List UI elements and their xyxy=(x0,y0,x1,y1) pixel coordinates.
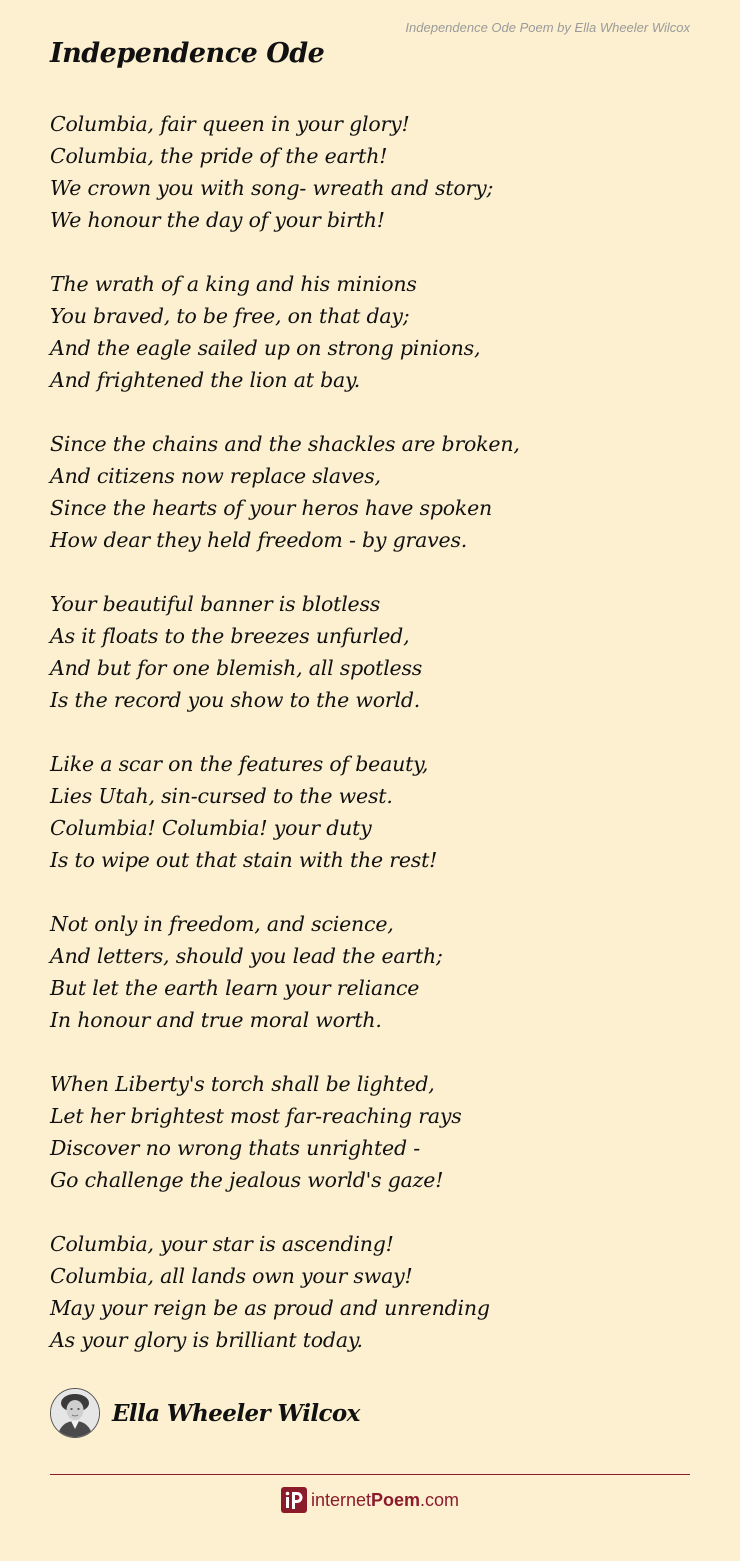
portrait-icon xyxy=(51,1389,99,1437)
poem-line: And the eagle sailed up on strong pinions, xyxy=(50,336,481,360)
poem-line: Let her brightest most far-reaching rays xyxy=(50,1104,462,1128)
poem-body xyxy=(50,108,690,1388)
stanza-3 xyxy=(50,428,690,556)
author-name-link[interactable]: Ella Wheeler Wilcox xyxy=(112,1399,360,1427)
poem-line: Go challenge the jealous world's gaze! xyxy=(50,1168,444,1192)
poem-line: Lies Utah, sin-cursed to the west. xyxy=(50,784,393,808)
stanza-7 xyxy=(50,1068,690,1196)
poem-line: Columbia, fair queen in your glory! xyxy=(50,112,410,136)
poem-line: And but for one blemish, all spotless xyxy=(50,656,423,680)
poem-line: Like a scar on the features of beauty, xyxy=(50,752,429,776)
poem-line: Not only in freedom, and science, xyxy=(50,912,394,936)
poem-line: Discover no wrong thats unrighted - xyxy=(50,1136,420,1160)
stanza-2 xyxy=(50,268,690,396)
poem-line: Columbia, all lands own your sway! xyxy=(50,1264,413,1288)
stanza-6 xyxy=(50,908,690,1036)
poem-line: The wrath of a king and his minions xyxy=(50,272,417,296)
poem-line: You braved, to be free, on that day; xyxy=(50,304,410,328)
poem-line: How dear they held freedom - by graves. xyxy=(50,528,468,552)
site-brand[interactable] xyxy=(0,1487,740,1513)
poem-line: Is the record you show to the world. xyxy=(50,688,421,712)
poem-line: Columbia, the pride of the earth! xyxy=(50,144,388,168)
poem-line: When Liberty's torch shall be lighted, xyxy=(50,1072,435,1096)
stanza-4 xyxy=(50,588,690,716)
poem-line: We honour the day of your birth! xyxy=(50,208,385,232)
poem-line: Columbia! Columbia! your duty xyxy=(50,816,372,840)
poem-line: As your glory is brilliant today. xyxy=(50,1328,363,1352)
footer-divider xyxy=(50,1474,690,1475)
author-avatar[interactable] xyxy=(50,1388,100,1438)
poem-line: Columbia, your star is ascending! xyxy=(50,1232,394,1256)
brand-suffix: .com xyxy=(420,1489,460,1510)
brand-prefix: internet xyxy=(310,1489,371,1510)
stanza-5 xyxy=(50,748,690,876)
author-block[interactable] xyxy=(50,1388,360,1438)
poem-line: As it floats to the breezes unfurled, xyxy=(50,624,410,648)
poem-line: In honour and true moral worth. xyxy=(50,1008,382,1032)
poem-line: We crown you with song- wreath and story; xyxy=(50,176,494,200)
internetpoem-logo-icon xyxy=(281,1487,307,1513)
poem-line: Since the hearts of your heros have spoken xyxy=(50,496,493,520)
poem-line: Since the chains and the shackles are broken, xyxy=(50,432,520,456)
poem-line: Is to wipe out that stain with the rest! xyxy=(50,848,438,872)
poem-line: And letters, should you lead the earth; xyxy=(50,944,443,968)
poem-line: May your reign be as proud and unrending xyxy=(50,1296,490,1320)
poem-line: But let the earth learn your reliance xyxy=(50,976,420,1000)
poem-line: And frightened the lion at bay. xyxy=(50,368,361,392)
stanza-1 xyxy=(50,108,690,236)
brand-main: Poem xyxy=(371,1489,421,1510)
poem-line: And citizens now replace slaves, xyxy=(50,464,381,488)
stanza-8 xyxy=(50,1228,690,1356)
page-caption: Independence Ode Poem by Ella Wheeler Wilcox xyxy=(405,20,690,35)
poem-line: Your beautiful banner is blotless xyxy=(50,592,381,616)
poem-title: Independence Ode xyxy=(50,38,325,69)
